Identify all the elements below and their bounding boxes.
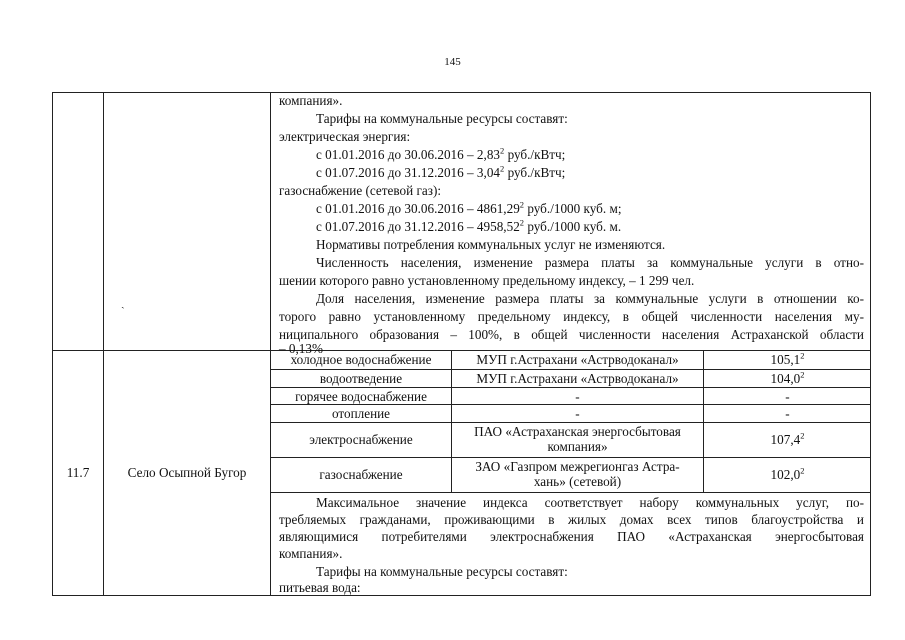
provider-name bbox=[452, 459, 703, 489]
text-line: требляемых гражданами, проживающими в жилых домах всех типов благоустройства и bbox=[279, 512, 864, 527]
tariff-line bbox=[316, 219, 621, 235]
text-line: Тарифы на коммунальные ресурсы составят: bbox=[316, 111, 568, 126]
page-number: 145 bbox=[444, 56, 461, 68]
text-line: Доля населения, изменение размера платы за коммунальные услуги в отношении ко- bbox=[316, 291, 864, 306]
provider-name: МУП г.Астрахани «Астрводоканал» bbox=[476, 352, 679, 367]
row-divider bbox=[53, 350, 870, 351]
text-line: – 0,13% bbox=[279, 341, 323, 356]
text-line: Тарифы на коммунальные ресурсы составят: bbox=[316, 564, 568, 579]
footnote-mark: 2 bbox=[500, 163, 505, 174]
text-line: ниципального образования – 100%, в общей численности населения Астраханской области bbox=[279, 327, 864, 342]
text-line: электрическая энергия: bbox=[279, 129, 411, 144]
tariff-text: с 01.01.2016 до 30.06.2016 – 4861,29 bbox=[316, 201, 520, 216]
service-name: электроснабжение bbox=[309, 432, 413, 447]
provider-line: компания» bbox=[547, 439, 608, 454]
text-line: компания». bbox=[279, 546, 343, 561]
footnote-mark: 2 bbox=[800, 350, 805, 361]
provider-name: - bbox=[575, 406, 580, 421]
col-divider-number bbox=[103, 93, 104, 595]
tariff-text: с 01.01.2016 до 30.06.2016 – 2,83 bbox=[316, 147, 501, 162]
subrow-divider bbox=[270, 457, 870, 458]
index-number: 107,4 bbox=[770, 432, 801, 447]
subrow-divider bbox=[270, 492, 870, 493]
tariff-unit: руб./1000 куб. м; bbox=[524, 201, 622, 216]
index-value: - bbox=[785, 406, 790, 421]
text-line: торого равно установленному предельному индексу, в общей численности населения му- bbox=[279, 309, 864, 324]
text-line: газоснабжение (сетевой газ): bbox=[279, 183, 442, 198]
provider-line: ЗАО «Газпром межрегионгаз Астра- bbox=[475, 459, 680, 474]
provider-name: - bbox=[575, 389, 580, 404]
subrow-divider bbox=[270, 422, 870, 423]
index-value bbox=[704, 371, 871, 386]
settlement-name: Село Осыпной Бугор bbox=[127, 465, 247, 480]
index-value bbox=[704, 467, 871, 482]
row-number: 11.7 bbox=[66, 465, 90, 480]
index-value: - bbox=[785, 389, 790, 404]
provider-name: МУП г.Астрахани «Астрводоканал» bbox=[476, 371, 679, 386]
text-line: компания». bbox=[279, 93, 343, 108]
tariff-line bbox=[316, 147, 565, 163]
service-name: отопление bbox=[331, 406, 391, 421]
footnote-mark: 2 bbox=[800, 465, 805, 476]
subrow-divider bbox=[270, 387, 870, 388]
index-number: 102,0 bbox=[770, 467, 801, 482]
index-number: 105,1 bbox=[770, 352, 801, 367]
provider-line: ПАО «Астраханская энергосбытовая bbox=[474, 424, 681, 439]
text-line: Максимальное значение индекса соответствует набору коммунальных услуг, по- bbox=[316, 495, 864, 510]
tariff-text: с 01.07.2016 до 31.12.2016 – 4958,52 bbox=[316, 219, 520, 234]
text-line: питьевая вода: bbox=[279, 580, 361, 595]
tariff-unit: руб./1000 куб. м. bbox=[524, 219, 622, 234]
index-value bbox=[704, 352, 871, 367]
tariff-line bbox=[316, 201, 621, 217]
tariff-line bbox=[316, 165, 565, 181]
text-line: Численность населения, изменение размера платы за коммунальные услуги в отно- bbox=[316, 255, 864, 270]
service-name: газоснабжение bbox=[319, 467, 403, 482]
service-name: горячее водоснабжение bbox=[295, 389, 427, 404]
text-line: шении которого равно установленному предельному индексу, – 1 299 чел. bbox=[279, 273, 695, 288]
index-number: 104,0 bbox=[770, 371, 801, 386]
tariff-unit: руб./кВтч; bbox=[504, 147, 566, 162]
col-divider-settlement bbox=[270, 93, 271, 595]
index-value bbox=[704, 432, 871, 447]
footnote-mark: 2 bbox=[800, 369, 805, 380]
text-line: являющимися потребителями электроснабжения ПАО «Астраханская энергосбытовая bbox=[279, 529, 864, 544]
footnote-mark: 2 bbox=[519, 217, 525, 228]
subrow-divider bbox=[270, 369, 870, 370]
comment-mark: ˏ bbox=[121, 297, 125, 309]
tariff-table bbox=[52, 92, 871, 596]
provider-name bbox=[452, 424, 703, 454]
tariff-text: с 01.07.2016 до 31.12.2016 – 3,04 bbox=[316, 165, 501, 180]
subrow-divider bbox=[270, 404, 870, 405]
service-name: холодное водоснабжение bbox=[290, 352, 432, 367]
tariff-unit: руб./кВтч; bbox=[504, 165, 566, 180]
footnote-mark: 2 bbox=[519, 199, 525, 210]
footnote-mark: 2 bbox=[500, 145, 505, 156]
service-name: водоотведение bbox=[319, 371, 403, 386]
text-line: Нормативы потребления коммунальных услуг не изменяются. bbox=[316, 237, 666, 252]
provider-line: хань» (сетевой) bbox=[533, 474, 622, 489]
footnote-mark: 2 bbox=[800, 430, 805, 441]
